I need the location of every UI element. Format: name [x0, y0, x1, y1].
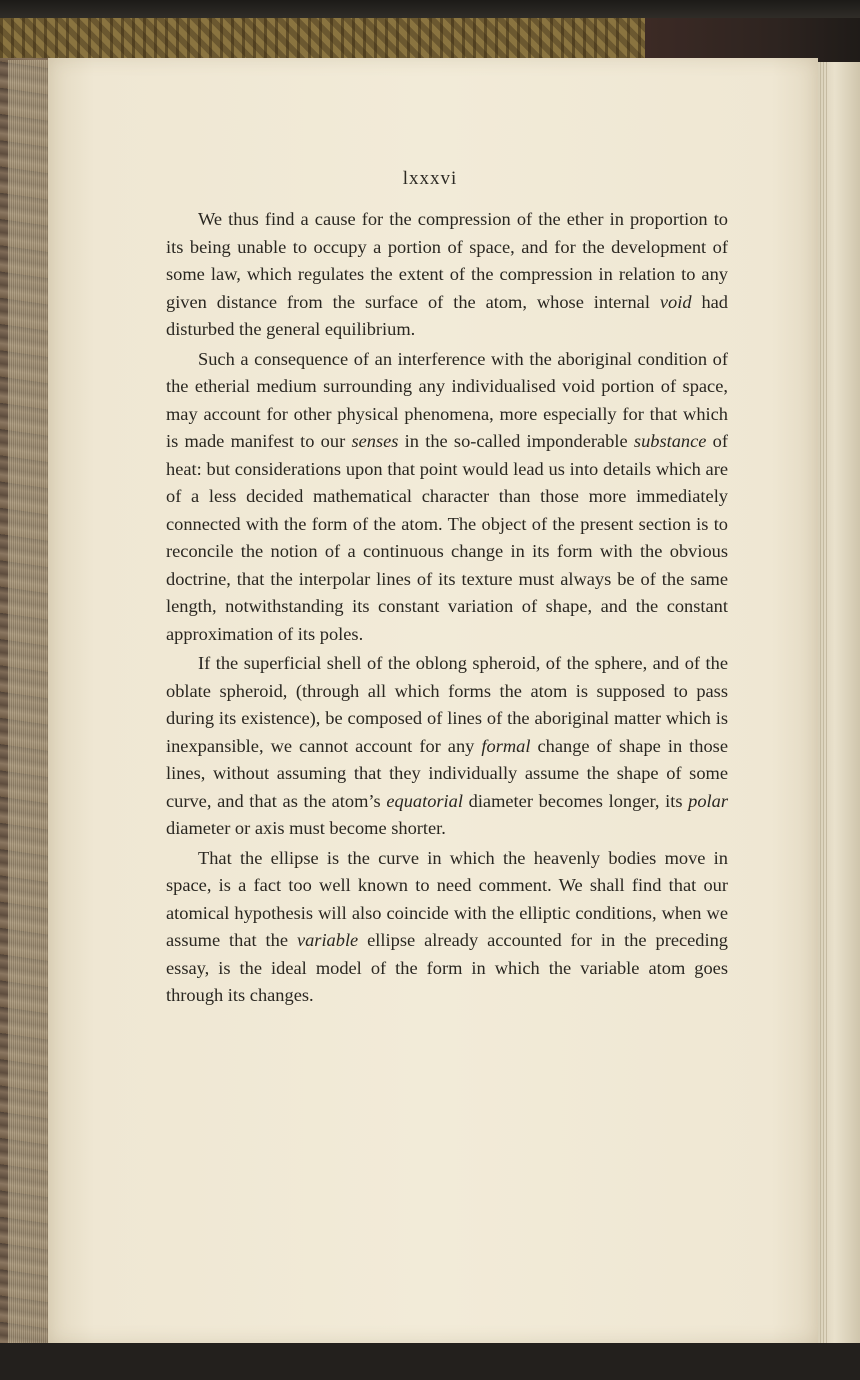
italic-text: polar — [688, 790, 728, 811]
paragraph — [166, 650, 728, 843]
italic-text: senses — [351, 431, 399, 451]
text-run: diameter or axis must become shorter. — [166, 818, 446, 838]
text-run: If the superficial shell of the oblong spheroid, of the sphere, and of the oblate spheroid, (through all which forms the atom is supposed to pass during its existence), be composed of lines of the aboriginal matter which is inexpansible, we cannot account for any — [166, 653, 728, 756]
page-stack-right-lines — [820, 62, 828, 1347]
text-run: ellipse already accounted for in the preceding essay, is the ideal model of the form in which the variable atom goes through its changes. — [166, 930, 729, 1005]
italic-text: equatorial — [386, 790, 463, 811]
italic-text: variable — [296, 930, 359, 950]
text-run: of heat: but considerations upon that point would lead us into details which are of a less decided mathematical character than those more immediately connected with the form of the atom. The object of the present section is to reconcile the notion of a continuous change in its form with the obvious doctrine, that the interpolar lines of its texture must always be of the same length, notwithstanding its constant variation of shape, and the constant approximation of its poles. — [166, 431, 728, 644]
text-run: Such a consequence of an interference with the aboriginal condition of the etherial medium surrounding any individualised void portion of space, may account for other physical phenomena, more especially for that which is made manifest to our — [166, 348, 728, 451]
page-stack-left — [8, 60, 48, 1345]
italic-text: substance — [633, 431, 707, 451]
page-number: lxxxvi — [402, 168, 458, 189]
gilt-page-edge — [0, 18, 645, 60]
text-run: We thus find a cause for the compression of the ether in proportion to its being unable to occupy a portion of space, and for the development of some law, which regulates the extent of the compression in relation to any given distance from the surface of the atom, whose internal — [166, 209, 728, 312]
paragraph — [166, 206, 728, 344]
italic-text: void — [659, 291, 692, 312]
paragraph — [166, 346, 728, 649]
text-run: diameter becomes longer, its — [462, 790, 689, 811]
text-run: change of shape in those lines, without assuming that they individually assume the shape of some curve, and that as the atom’s — [166, 735, 728, 811]
text-run: That the ellipse is the curve in which the heavenly bodies move in space, is a fact too well known to need comment. We shall find that our atomical hypothesis will also coincide with the elliptic conditions, when we assume that the — [166, 847, 728, 950]
binding-corner — [645, 18, 860, 63]
background-bottom — [0, 1343, 860, 1380]
paragraph — [166, 845, 728, 1010]
text-run: in the so-called imponderable — [398, 431, 634, 451]
italic-text: formal — [481, 735, 531, 756]
body-text — [166, 206, 728, 1010]
text-run: had disturbed the general equilibrium. — [166, 291, 728, 339]
